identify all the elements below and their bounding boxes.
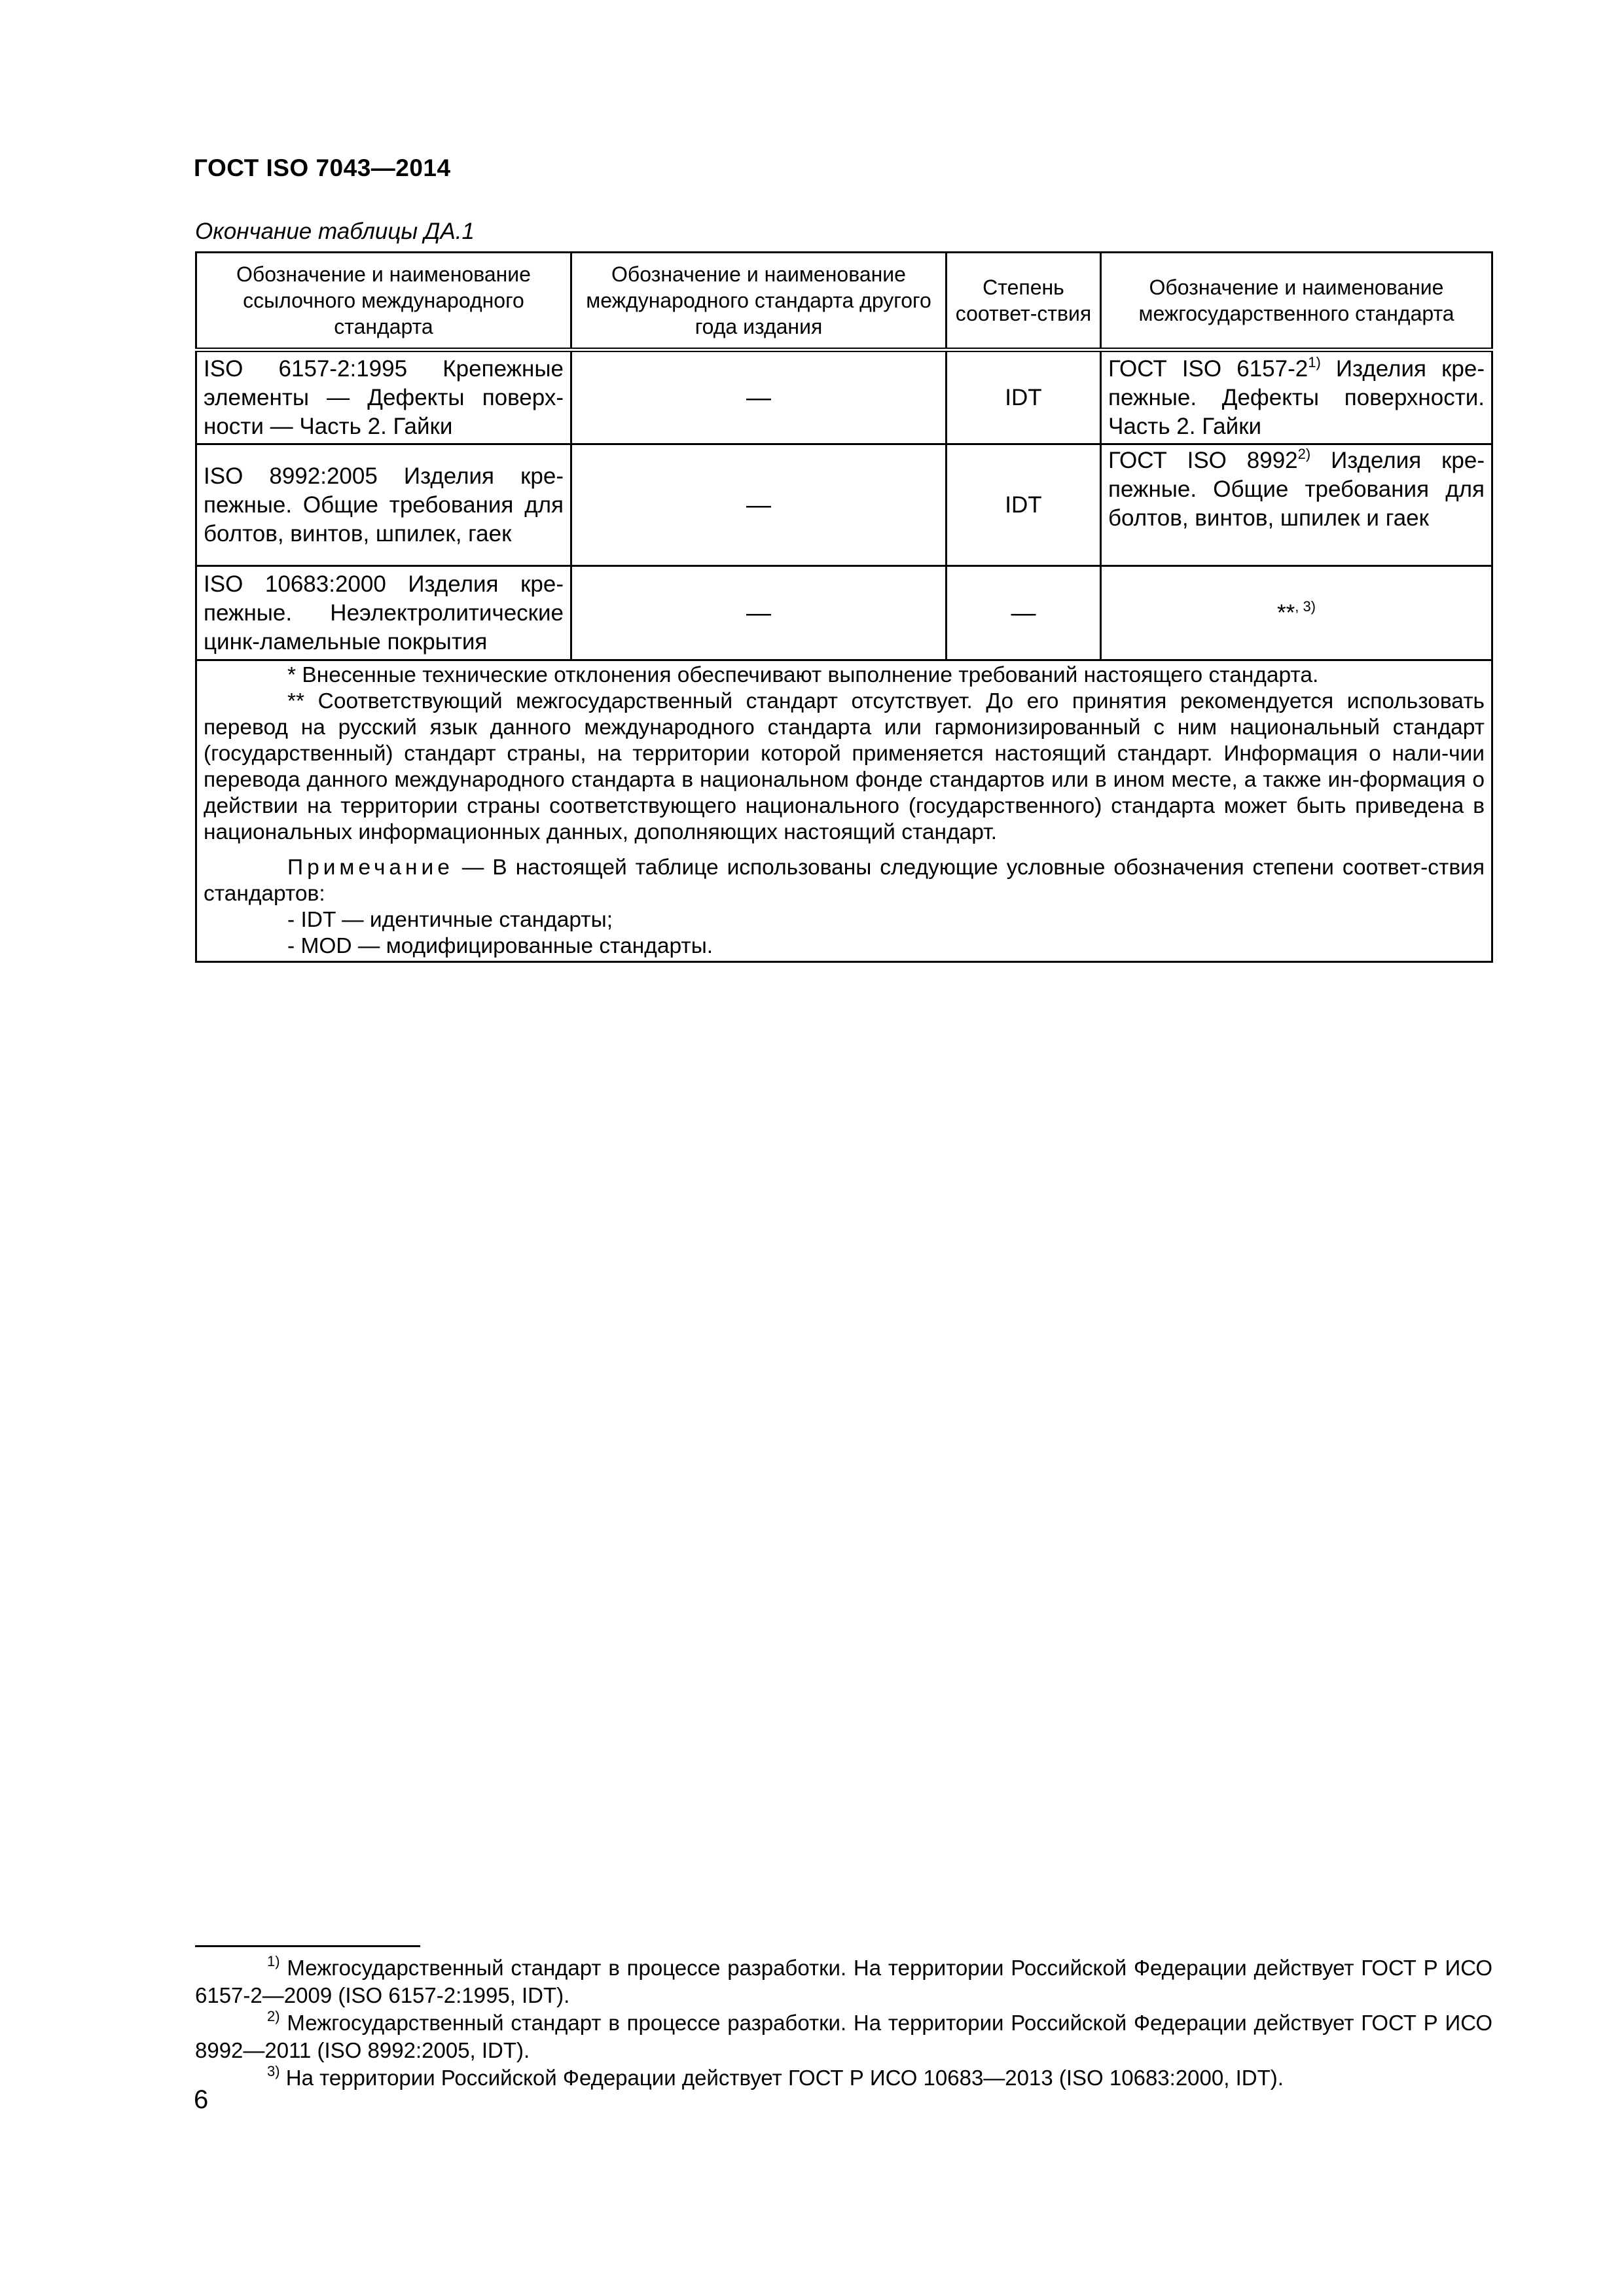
- footnotes: [195, 1954, 1492, 2092]
- table-row: [196, 566, 1492, 660]
- note-mod: - MOD — модифицированные стандарты.: [287, 934, 713, 958]
- note-star-2: ** Соответствующий межгосударственный стандарт отсутствует. До его принятия рекомендуется использовать перевод на русский язык данного международного стандарта или гармонизированный с ним национальный стандарт (государственный) стандарт страны, на территории которой применяется настоящий стандарт. Информация о нали-чии перевода данного международного стандарта в национальном фонде стандартов или в ином месте, а также ин-формация о действии на территории страны соответствующего национального (государственного) стандарта может быть приведена в национальных информационных данных, дополняющих настоящий стандарт.: [204, 689, 1485, 844]
- cell-reference-standard: ISO 10683:2000 Изделия кре-пежные. Неэлектролитические цинк-ламельные покрытия: [196, 566, 571, 660]
- note-label: Примечание: [287, 855, 454, 880]
- note-text: — В настоящей таблице использованы следующие условные обозначения степени соответ-ствия стандартов:: [204, 855, 1485, 906]
- column-header-degree: Степень соответ-ствия: [947, 253, 1101, 350]
- footnote-mark: 2): [1297, 446, 1311, 462]
- page-number: 6: [194, 2085, 209, 2114]
- cell-degree: IDT: [947, 444, 1101, 566]
- cell-interstate-standard: [1101, 350, 1492, 444]
- table-row: [196, 350, 1492, 444]
- footnote-mark: 3): [267, 2063, 280, 2079]
- gost-title: Изделия кре-пежные. Общие требования для болтов, винтов, шпилек и гаек: [1108, 448, 1485, 531]
- table-header-row: [196, 253, 1492, 350]
- cell-other-edition: —: [571, 444, 947, 566]
- table-caption: Окончание таблицы ДА.1: [195, 219, 475, 244]
- correspondence-table: [195, 251, 1493, 963]
- footnote-mark: 2): [267, 2008, 280, 2024]
- footnote-text: Межгосударственный стандарт в процессе разработки. На территории Российской Федерации действует ГОСТ Р ИСО 6157-2—2009 (ISO 6157-2:1995, IDT).: [195, 1956, 1492, 2007]
- gost-code: ГОСТ ISO 6157-2: [1108, 355, 1308, 382]
- cell-interstate-standard: [1101, 566, 1492, 660]
- table-notes: [196, 660, 1492, 962]
- cell-other-edition: —: [571, 566, 947, 660]
- cell-degree: —: [947, 566, 1101, 660]
- footnote-mark: 1): [1308, 353, 1321, 370]
- cell-degree: IDT: [947, 350, 1101, 444]
- gost-title: Изделия кре-пежные. Дефекты поверхности. Часть 2. Гайки: [1108, 355, 1485, 439]
- footnote-text: На территории Российской Федерации действует ГОСТ Р ИСО 10683—2013 (ISO 10683:2000, IDT).: [280, 2066, 1284, 2090]
- document-header: ГОСТ ISO 7043—2014: [194, 154, 451, 181]
- cell-interstate-standard: [1101, 444, 1492, 566]
- column-header-other-edition: Обозначение и наименование международного стандарта другого года издания: [571, 253, 947, 350]
- footnote: [195, 2064, 1492, 2092]
- gost-code: ГОСТ ISO 8992: [1108, 448, 1298, 473]
- footnote-mark: , 3): [1295, 598, 1316, 615]
- gost-code: **: [1276, 600, 1295, 626]
- column-header-reference: Обозначение и наименование ссылочного международного стандарта: [196, 253, 571, 350]
- note-paragraph: [204, 855, 1485, 907]
- table-row: [196, 444, 1492, 566]
- cell-reference-standard: ISO 8992:2005 Изделия кре-пежные. Общие требования для болтов, винтов, шпилек, гаек: [196, 444, 571, 566]
- footnote: [195, 2009, 1492, 2064]
- cell-other-edition: —: [571, 350, 947, 444]
- column-header-interstate: Обозначение и наименование межгосударственного стандарта: [1101, 253, 1492, 350]
- footnote: [195, 1954, 1492, 2009]
- note-idt: - IDT — идентичные стандарты;: [287, 908, 613, 932]
- cell-reference-standard: ISO 6157-2:1995 Крепежные элементы — Дефекты поверх-ности — Часть 2. Гайки: [196, 350, 571, 444]
- footnote-mark: 1): [267, 1953, 280, 1969]
- table-notes-row: [196, 660, 1492, 962]
- note-star-1: * Внесенные технические отклонения обеспечивают выполнение требований настоящего стандарта.: [287, 663, 1319, 687]
- footnote-text: Межгосударственный стандарт в процессе разработки. На территории Российской Федерации действует ГОСТ Р ИСО 8992—2011 (ISO 8992:2005, IDT).: [195, 2011, 1492, 2062]
- footnote-separator: [195, 1945, 420, 1947]
